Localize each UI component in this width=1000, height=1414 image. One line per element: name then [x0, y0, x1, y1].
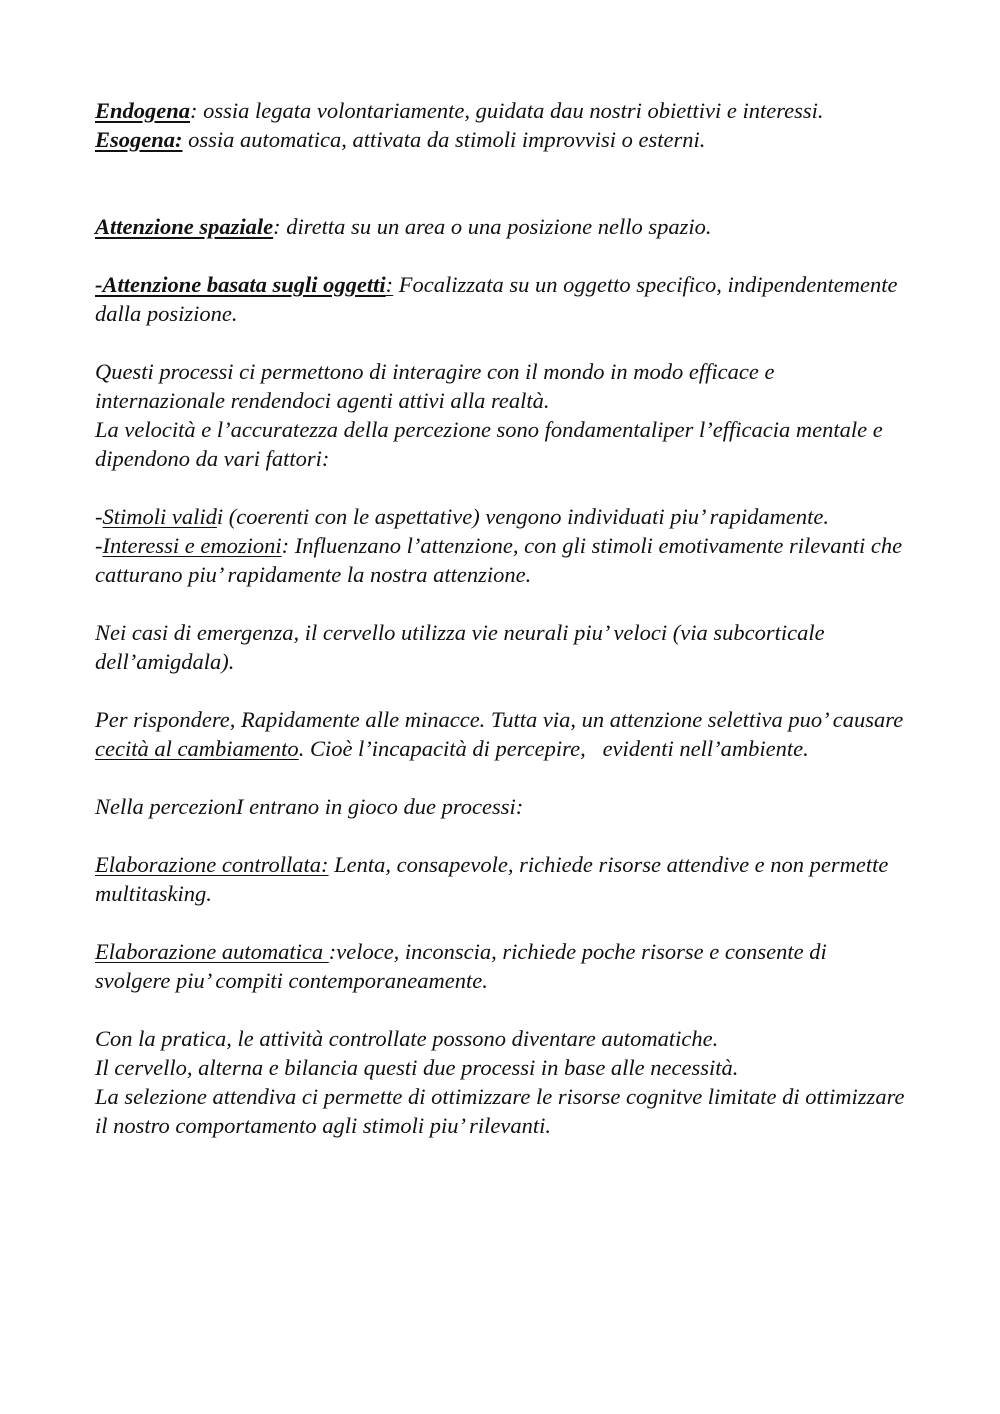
term-elaborazione-automatica: Elaborazione automatica [95, 939, 329, 964]
text-selezione: La selezione attendiva ci permette di ottimizzare le risorse cognitve limitate di ottimizzare il nostro comportamento agli stimoli piu’ rilevanti. [95, 1084, 905, 1138]
spacer [95, 589, 905, 618]
text-minacce-before: Per rispondere, Rapidamente alle minacce. Tutta via, un attenzione selettiva puo’ causare [95, 707, 904, 732]
paragraph-endogena [95, 96, 905, 125]
text-pratica: Con la pratica, le attività controllate possono diventare automatiche. [95, 1026, 719, 1051]
paragraph-pratica [95, 1024, 905, 1053]
text-processi: Questi processi ci permettono di interagire con il mondo in modo efficace e internazionale rendendoci agenti attivi alla realtà. [95, 359, 775, 413]
paragraph-cervello [95, 1053, 905, 1082]
text-cervello: Il cervello, alterna e bilancia questi due processi in base alle necessità. [95, 1055, 739, 1080]
spacer [95, 763, 905, 792]
spacer [95, 676, 905, 705]
text-velocita: La velocità e l’accuratezza della percezione sono fondamentaliper l’efficacia mentale e dipendono da vari fattori: [95, 417, 883, 471]
term-attenzione-spaziale: Attenzione spaziale [95, 214, 274, 239]
definition-endogena: : ossia legata volontariamente, guidata dau nostri obiettivi e interessi. [190, 98, 824, 123]
definition-attenzione-oggetti: Focalizzata su un oggetto specifico, indipendentemente dalla posizione. [95, 272, 898, 326]
paragraph-attenzione-spaziale [95, 212, 905, 241]
text-emergenza: Nei casi di emergenza, il cervello utilizza vie neurali piu’ veloci (via subcorticale dell’amigdala). [95, 620, 825, 674]
paragraph-velocita [95, 415, 905, 473]
term-elaborazione-controllata: Elaborazione controllata: [95, 852, 329, 877]
spacer [95, 908, 905, 937]
list-dash: - [95, 533, 103, 558]
definition-esogena: ossia automatica, attivata da stimoli improvvisi o esterni. [182, 127, 706, 152]
paragraph-elaborazione-automatica [95, 937, 905, 995]
document-body [95, 96, 905, 1140]
paragraph-percezione [95, 792, 905, 821]
spacer [95, 821, 905, 850]
text-interessi-emozioni: : Influenzano l’attenzione, con gli stimoli emotivamente rilevanti che catturano piu’ rapidamente la nostra attenzione. [95, 533, 903, 587]
text-minacce-after: . Cioè l’incapacità di percepire, evidenti nell’ambiente. [298, 736, 809, 761]
term-interessi-emozioni: Interessi e emozioni [102, 533, 282, 558]
term-endogena: Endogena [95, 98, 191, 123]
paragraph-emergenza [95, 618, 905, 676]
term-attenzione-oggetti: -Attenzione basata sugli oggetti [95, 272, 386, 297]
paragraph-processi [95, 357, 905, 415]
text-stimoli-validi: i (coerenti con le aspettative) vengono individuati piu’ rapidamente. [216, 504, 830, 529]
spacer [95, 154, 905, 212]
spacer [95, 328, 905, 357]
paragraph-interessi-emozioni [95, 531, 905, 589]
definition-attenzione-spaziale: : diretta su un area o una posizione nello spazio. [273, 214, 712, 239]
term-esogena: Esogena: [95, 127, 183, 152]
paragraph-stimoli-validi [95, 502, 905, 531]
paragraph-selezione [95, 1082, 905, 1140]
spacer [95, 995, 905, 1024]
text-elaborazione-automatica: :veloce, inconscia, richiede poche risorse e consente di svolgere piu’ compiti contemporaneamente. [95, 939, 827, 993]
spacer [95, 473, 905, 502]
spacer [95, 241, 905, 270]
list-dash: - [95, 504, 103, 529]
paragraph-esogena [95, 125, 905, 154]
term-colon: : [385, 272, 394, 297]
paragraph-elaborazione-controllata [95, 850, 905, 908]
term-stimoli-validi: Stimoli valid [102, 504, 217, 529]
text-elaborazione-controllata: Lenta, consapevole, richiede risorse attendive e non permette multitasking. [95, 852, 889, 906]
text-percezione: Nella percezionI entrano in gioco due processi: [95, 794, 524, 819]
paragraph-attenzione-oggetti [95, 270, 905, 328]
paragraph-minacce [95, 705, 905, 763]
term-cecita-cambiamento: cecità al cambiamento [95, 736, 299, 761]
